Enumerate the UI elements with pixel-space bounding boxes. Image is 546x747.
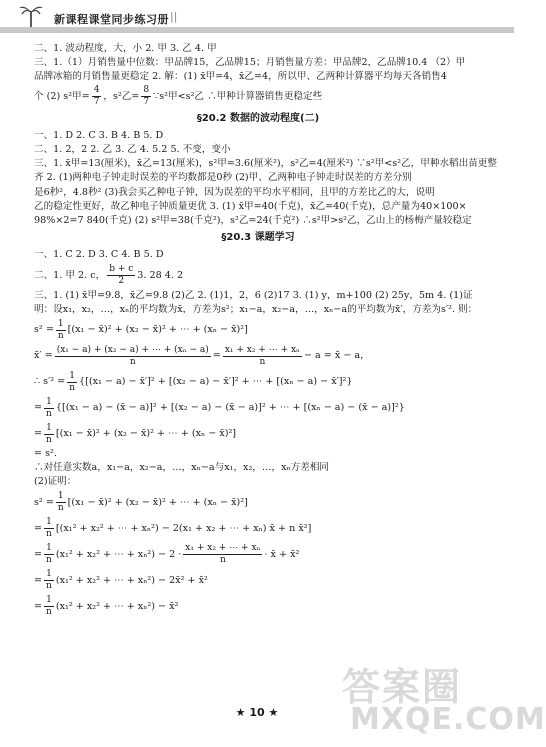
answer-line <box>34 263 482 289</box>
fraction: $\frac{\text{x₁ + x₂ + ⋯ + xₙ}}{n}$ <box>224 344 300 367</box>
fraction: $\frac{\text{(x₁ − a) + (x₂ − a) + ⋯ + (xₙ − a)}}{n}$ <box>56 344 209 367</box>
watermark-logo <box>332 656 546 742</box>
fraction: $\frac{1}{n}$ <box>46 569 52 592</box>
answer-line: 齐 2. (1)两种电子钟走时误差的平均数都是0秒 (2)甲、乙两种电子钟走时误差的方差分别 <box>34 172 412 184</box>
text-run: 二、1. 甲 2. c， <box>34 269 106 281</box>
fraction: $\frac{4}{7}$ <box>93 85 100 108</box>
formula-line: = $\frac{1}{n}$ (x₁² + x₂² + ⋯ + xₙ²) − x̄² <box>34 595 179 618</box>
formula-line: = s². <box>34 448 57 460</box>
page-number: ★ 10 ★ <box>235 706 279 719</box>
fraction: $\frac{1}{n}$ <box>46 543 52 566</box>
answer-line: 是6秒²，4.8秒² (3)我会买乙种电子钟，因为误差的平均水平相同，且甲的方差比乙的大，说明 <box>34 186 435 198</box>
answer-content <box>34 42 497 620</box>
fraction: $\frac{1}{n}$ <box>57 491 64 514</box>
answer-line: 二、1. 波动程度，大，小 2. 甲 3. 乙 4. 甲 <box>34 43 217 54</box>
answer-line: 一、1. C 2. D 3. C 4. B 5. D <box>34 249 164 261</box>
fraction: $\frac{1}{n}$ <box>57 318 64 341</box>
formula-line: ∴ s′² = $\frac{1}{n}$ {[(x₁ − a) − x̄′]² + [(x₂ − a) − x̄′]² + ⋯ + [(xₙ − a) − x̄′]²} <box>34 370 353 393</box>
formula-line: = $\frac{1}{n}$ {[(x₁ − a) − (x̄ − a)]² + [(x₂ − a) − (x̄ − a)]² + ⋯ + [(xₙ − a) − (x̄ − a)]²} <box>34 396 405 419</box>
text-run: ∵s²甲<s²乙 ∴甲种计算器销售更稳定些 <box>153 90 323 102</box>
answer-line <box>34 85 482 109</box>
text-run: 3. 28 4. 2 <box>137 269 184 281</box>
palm-tree-icon <box>18 2 44 30</box>
header-bar <box>0 27 514 33</box>
fraction: $\frac{1}{n}$ <box>46 517 52 540</box>
watermark-url: MXQE.COM <box>350 702 546 737</box>
answer-line: 一、1. D 2. C 3. B 4. B 5. D <box>34 129 164 141</box>
watermark-text: 答案圈 <box>342 665 463 709</box>
fraction: $\frac{1}{n}$ <box>69 370 75 393</box>
fraction: $\frac{1}{n}$ <box>46 396 52 419</box>
fraction: $\frac{1}{n}$ <box>46 595 52 618</box>
formula-line: x̄′ = $\frac{\text{(x₁ − a) + (x₂ − a) + ⋯ + (xₙ − a)}}{n}$ = $\frac{\text{x₁ + x₂ + ⋯ + xₙ}}{n}$ − a = x̄ − a， <box>34 344 370 367</box>
section-heading: §20.3 课题学习 <box>221 232 295 244</box>
answer-line: (2)证明： <box>34 476 77 488</box>
book-title: 新课程课堂同步练习册 <box>54 13 169 26</box>
answer-line: 三、1.（1）月销售量中位数：甲品牌15，乙品牌15；月销售量方差：甲品牌2，乙品牌10.4 （2）甲 <box>34 57 466 69</box>
fraction: $\frac{1}{n}$ <box>46 422 52 445</box>
formula-line: = $\frac{1}{n}$ [(x₁ − x̄)² + (x₂ − x̄)² + ⋯ + (xₙ − x̄)²] <box>34 422 237 445</box>
answer-line: 二、1. 2，2 2. 乙 3. 乙 4. 5.2 5. 不变，变小 <box>34 144 231 156</box>
formula-line: s² = $\frac{1}{n}$ [(x₁ − x̄)² + (x₂ − x̄)² + ⋯ + (xₙ − x̄)²] <box>34 318 248 341</box>
formula-line: = $\frac{1}{n}$ (x₁² + x₂² + ⋯ + xₙ²) − 2 · $\frac{\text{x₁ + x₂ + ⋯ + xₙ}}{n}$ · x̄ + x̄² <box>34 543 300 566</box>
answer-line: 三、1. x̄甲=13(厘米)，x̄乙=13(厘米)，s²甲=3.6(厘米²)，s²乙=4(厘米²) ∵s²甲<s²乙，甲种水稻出苗更整 <box>34 158 497 170</box>
formula-line: s² = $\frac{1}{n}$ [(x₁ − x̄)² + (x₂ − x̄)² + ⋯ + (xₙ − x̄)²] <box>34 491 248 514</box>
formula-line: = $\frac{1}{n}$ (x₁² + x₂² + ⋯ + xₙ²) − 2x̄² + x̄² <box>34 569 208 592</box>
text-run: 个 (2) s²甲= <box>34 90 90 102</box>
fraction: $\frac{b + c}{2}$ <box>109 264 134 287</box>
fraction: $\frac{8}{7}$ <box>143 85 150 108</box>
answer-line: 三、1. (1) x̄甲=9.8，x̄乙=9.8 (2)乙 2. (1)1，2，6 (2)17 3. (1) y，m+100 (2) 25y，5m 4. (1)证 <box>34 289 473 301</box>
answer-line: 明：设x₁，x₂，…，xₙ的平均数为x̄，方差为s²；x₁−a，x₂−a，…，xₙ−a的平均数为x̄′，方差为s′². 则： <box>34 303 478 315</box>
answer-line: 乙的稳定性更好，故乙种电子钟质量更优 3. (1) x̄甲=40(千克)，x̄乙=40(千克)，总产量为40×100× <box>34 200 467 212</box>
section-heading: §20.2 数据的波动程度(二) <box>196 112 320 124</box>
answer-line: ∴对任意实数a，x₁−a，x₂−a，…，xₙ−a与x₁，x₂，…，xₙ方差相同 <box>34 462 330 474</box>
header-marks: || <box>170 10 178 23</box>
fraction: $\frac{\text{x₁ + x₂ + ⋯ + xₙ}}{n}$ <box>185 543 261 566</box>
answer-line: 98%×2=7 840(千克) (2) s²甲=38(千克²)，s²乙=24(千克²) ∴s²甲>s²乙，乙山上的杨梅产量较稳定 <box>34 215 472 227</box>
answer-line: 品牌冰箱的月销售量更稳定 2. 解：(1) x̄甲=4，x̄乙=4，所以甲、乙两种计算器平均每天各销售4 <box>34 71 447 83</box>
page-header <box>0 0 514 42</box>
formula-line: = $\frac{1}{n}$ [(x₁² + x₂² + ⋯ + xₙ²) − 2(x₁ + x₂ + ⋯ + xₙ) x̄ + n x̄²] <box>34 517 312 540</box>
text-run: ，s²乙= <box>103 90 140 102</box>
